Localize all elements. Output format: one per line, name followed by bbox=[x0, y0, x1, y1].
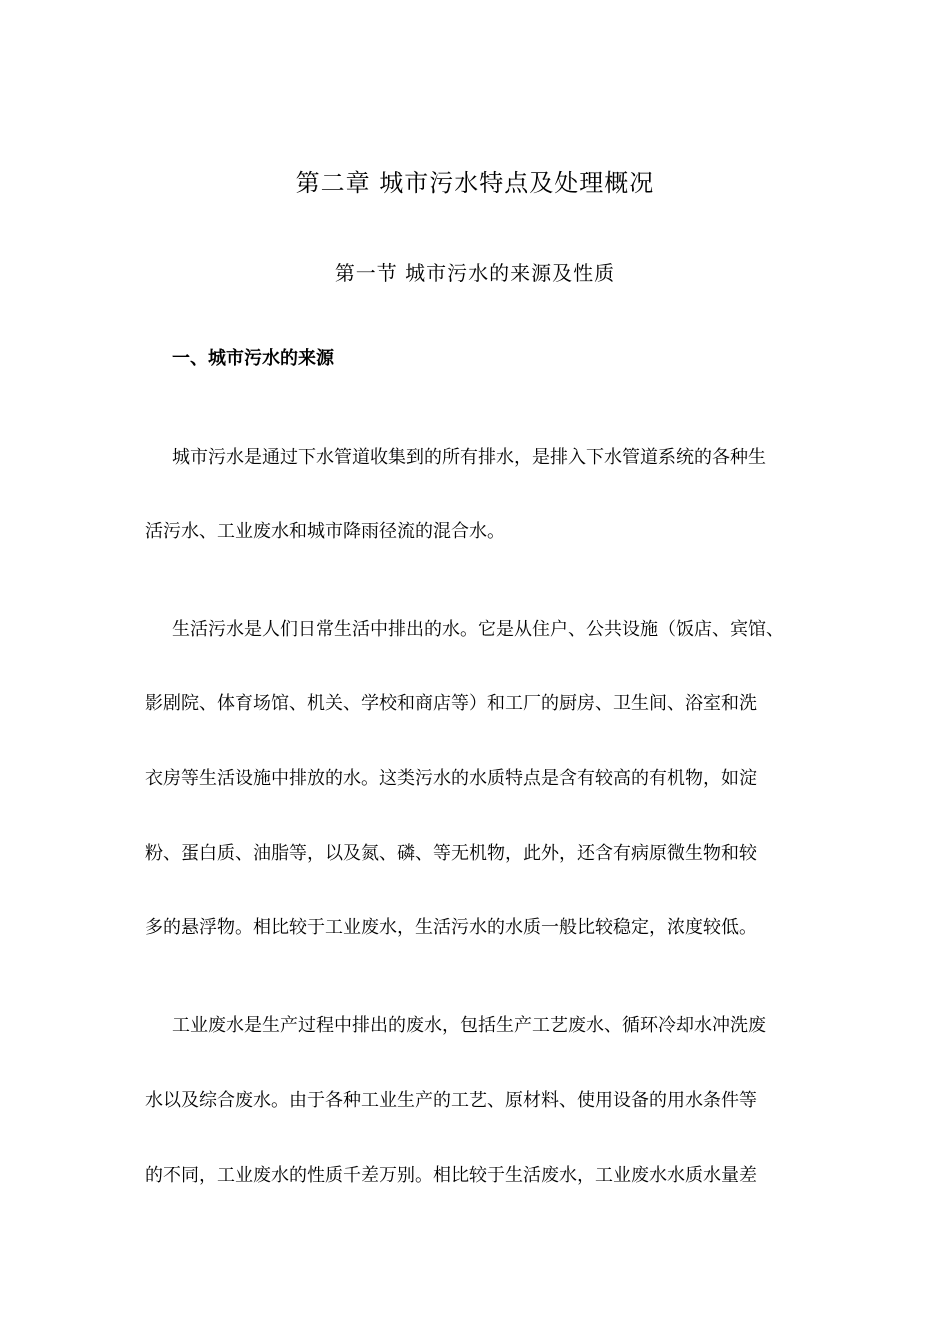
paragraph-line: 水以及综合废水。由于各种工业生产的工艺、原材料、使用设备的用水条件等 bbox=[145, 1090, 757, 1111]
paragraph-line: 工业废水是生产过程中排出的废水，包括生产工艺废水、循环冷却水冲洗废 bbox=[172, 1015, 766, 1036]
paragraph-line: 的不同，工业废水的性质千差万别。相比较于生活废水，工业废水水质水量差 bbox=[145, 1165, 757, 1186]
paragraph-line: 影剧院、体育场馆、机关、学校和商店等）和工厂的厨房、卫生间、浴室和洗 bbox=[145, 693, 757, 714]
paragraph-line: 衣房等生活设施中排放的水。这类污水的水质特点是含有较高的有机物，如淀 bbox=[145, 768, 757, 789]
paragraph-line: 多的悬浮物。相比较于工业废水，生活污水的水质一般比较稳定，浓度较低。 bbox=[145, 917, 757, 938]
chapter-title: 第二章 城市污水特点及处理概况 bbox=[295, 169, 655, 197]
subsection-heading: 一、城市污水的来源 bbox=[172, 348, 334, 369]
section-title: 第一节 城市污水的来源及性质 bbox=[334, 261, 616, 285]
paragraph-line: 生活污水是人们日常生活中排出的水。它是从住户、公共设施（饭店、宾馆、 bbox=[172, 619, 784, 640]
paragraph-line: 粉、蛋白质、油脂等，以及氮、磷、等无机物，此外，还含有病原微生物和较 bbox=[145, 843, 757, 864]
paragraph-line: 活污水、工业废水和城市降雨径流的混合水。 bbox=[145, 521, 505, 542]
paragraph-line: 城市污水是通过下水管道收集到的所有排水，是排入下水管道系统的各种生 bbox=[172, 447, 766, 468]
